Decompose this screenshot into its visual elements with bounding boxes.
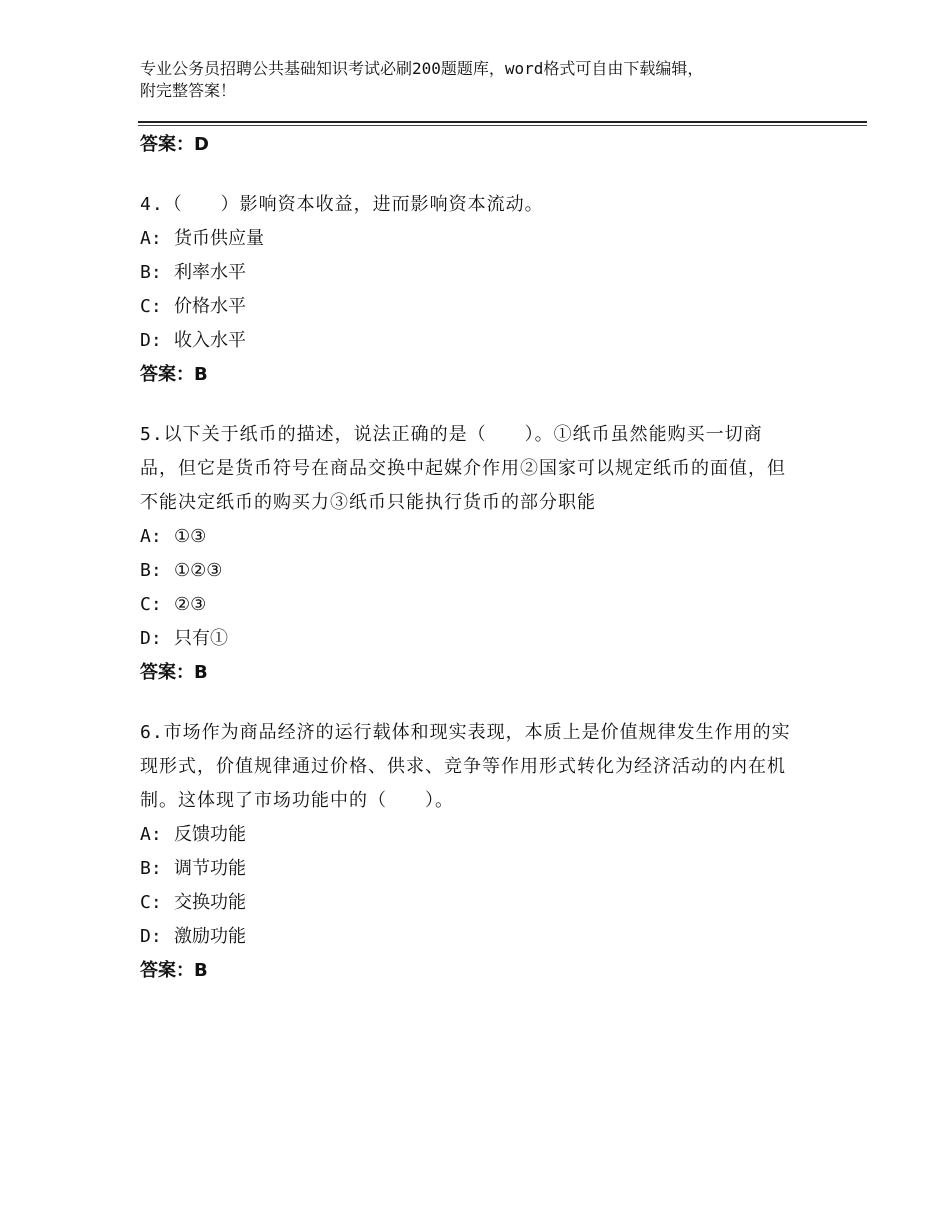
option-a: [140, 222, 800, 256]
option-d: [140, 324, 800, 358]
option-text: ①②③: [174, 560, 223, 581]
option-text: 货币供应量: [174, 228, 264, 249]
option-text: 交换功能: [174, 892, 246, 913]
document-header: 专业公务员招聘公共基础知识考试必刷200题题库，word格式可自由下载编辑， 附完整答案！: [140, 59, 704, 100]
option-text: 价格水平: [174, 296, 246, 317]
question-5: [140, 418, 800, 690]
option-c: [140, 290, 800, 324]
option-text: 只有①: [174, 628, 228, 649]
option-text: 利率水平: [174, 262, 246, 283]
answer-line: 答案：B: [140, 960, 208, 981]
question-4: [140, 188, 800, 392]
question-list: [140, 128, 800, 988]
option-letter: D:: [140, 926, 162, 947]
option-b: [140, 554, 800, 588]
header-divider-thick: [138, 121, 867, 123]
option-c: [140, 588, 800, 622]
option-letter: B:: [140, 858, 162, 879]
option-b: [140, 852, 800, 886]
answer-line: 答案：B: [140, 662, 208, 683]
option-letter: D:: [140, 628, 162, 649]
option-text: 反馈功能: [174, 824, 246, 845]
option-text: 激励功能: [174, 926, 246, 947]
question-stem: 5.以下关于纸币的描述，说法正确的是（ ）。①纸币虽然能购买一切商品，但它是货币符号在商品交换中起媒介作用②国家可以规定纸币的面值，但不能决定纸币的购买力③纸币只能执行货币的部分职能: [140, 424, 786, 513]
option-letter: A:: [140, 228, 162, 249]
previous-answer: 答案：D: [140, 134, 209, 155]
option-letter: A:: [140, 526, 162, 547]
option-d: [140, 920, 800, 954]
option-a: [140, 520, 800, 554]
option-letter: C:: [140, 594, 162, 615]
option-c: [140, 886, 800, 920]
option-letter: B:: [140, 560, 162, 581]
question-stem: 4.（ ）影响资本收益，进而影响资本流动。: [140, 194, 544, 215]
option-letter: C:: [140, 296, 162, 317]
question-6: [140, 716, 800, 988]
header-divider-thin: [138, 125, 867, 126]
answer-line: 答案：B: [140, 364, 208, 385]
option-letter: A:: [140, 824, 162, 845]
option-letter: C:: [140, 892, 162, 913]
option-text: ①③: [174, 526, 207, 547]
option-text: ②③: [174, 594, 207, 615]
option-d: [140, 622, 800, 656]
option-letter: D:: [140, 330, 162, 351]
option-letter: B:: [140, 262, 162, 283]
option-text: 调节功能: [174, 858, 246, 879]
option-a: [140, 818, 800, 852]
option-b: [140, 256, 800, 290]
question-stem: 6.市场作为商品经济的运行载体和现实表现，本质上是价值规律发生作用的实现形式，价值规律通过价格、供求、竞争等作用形式转化为经济活动的内在机制。这体现了市场功能中的（ ）。: [140, 722, 791, 811]
option-text: 收入水平: [174, 330, 246, 351]
